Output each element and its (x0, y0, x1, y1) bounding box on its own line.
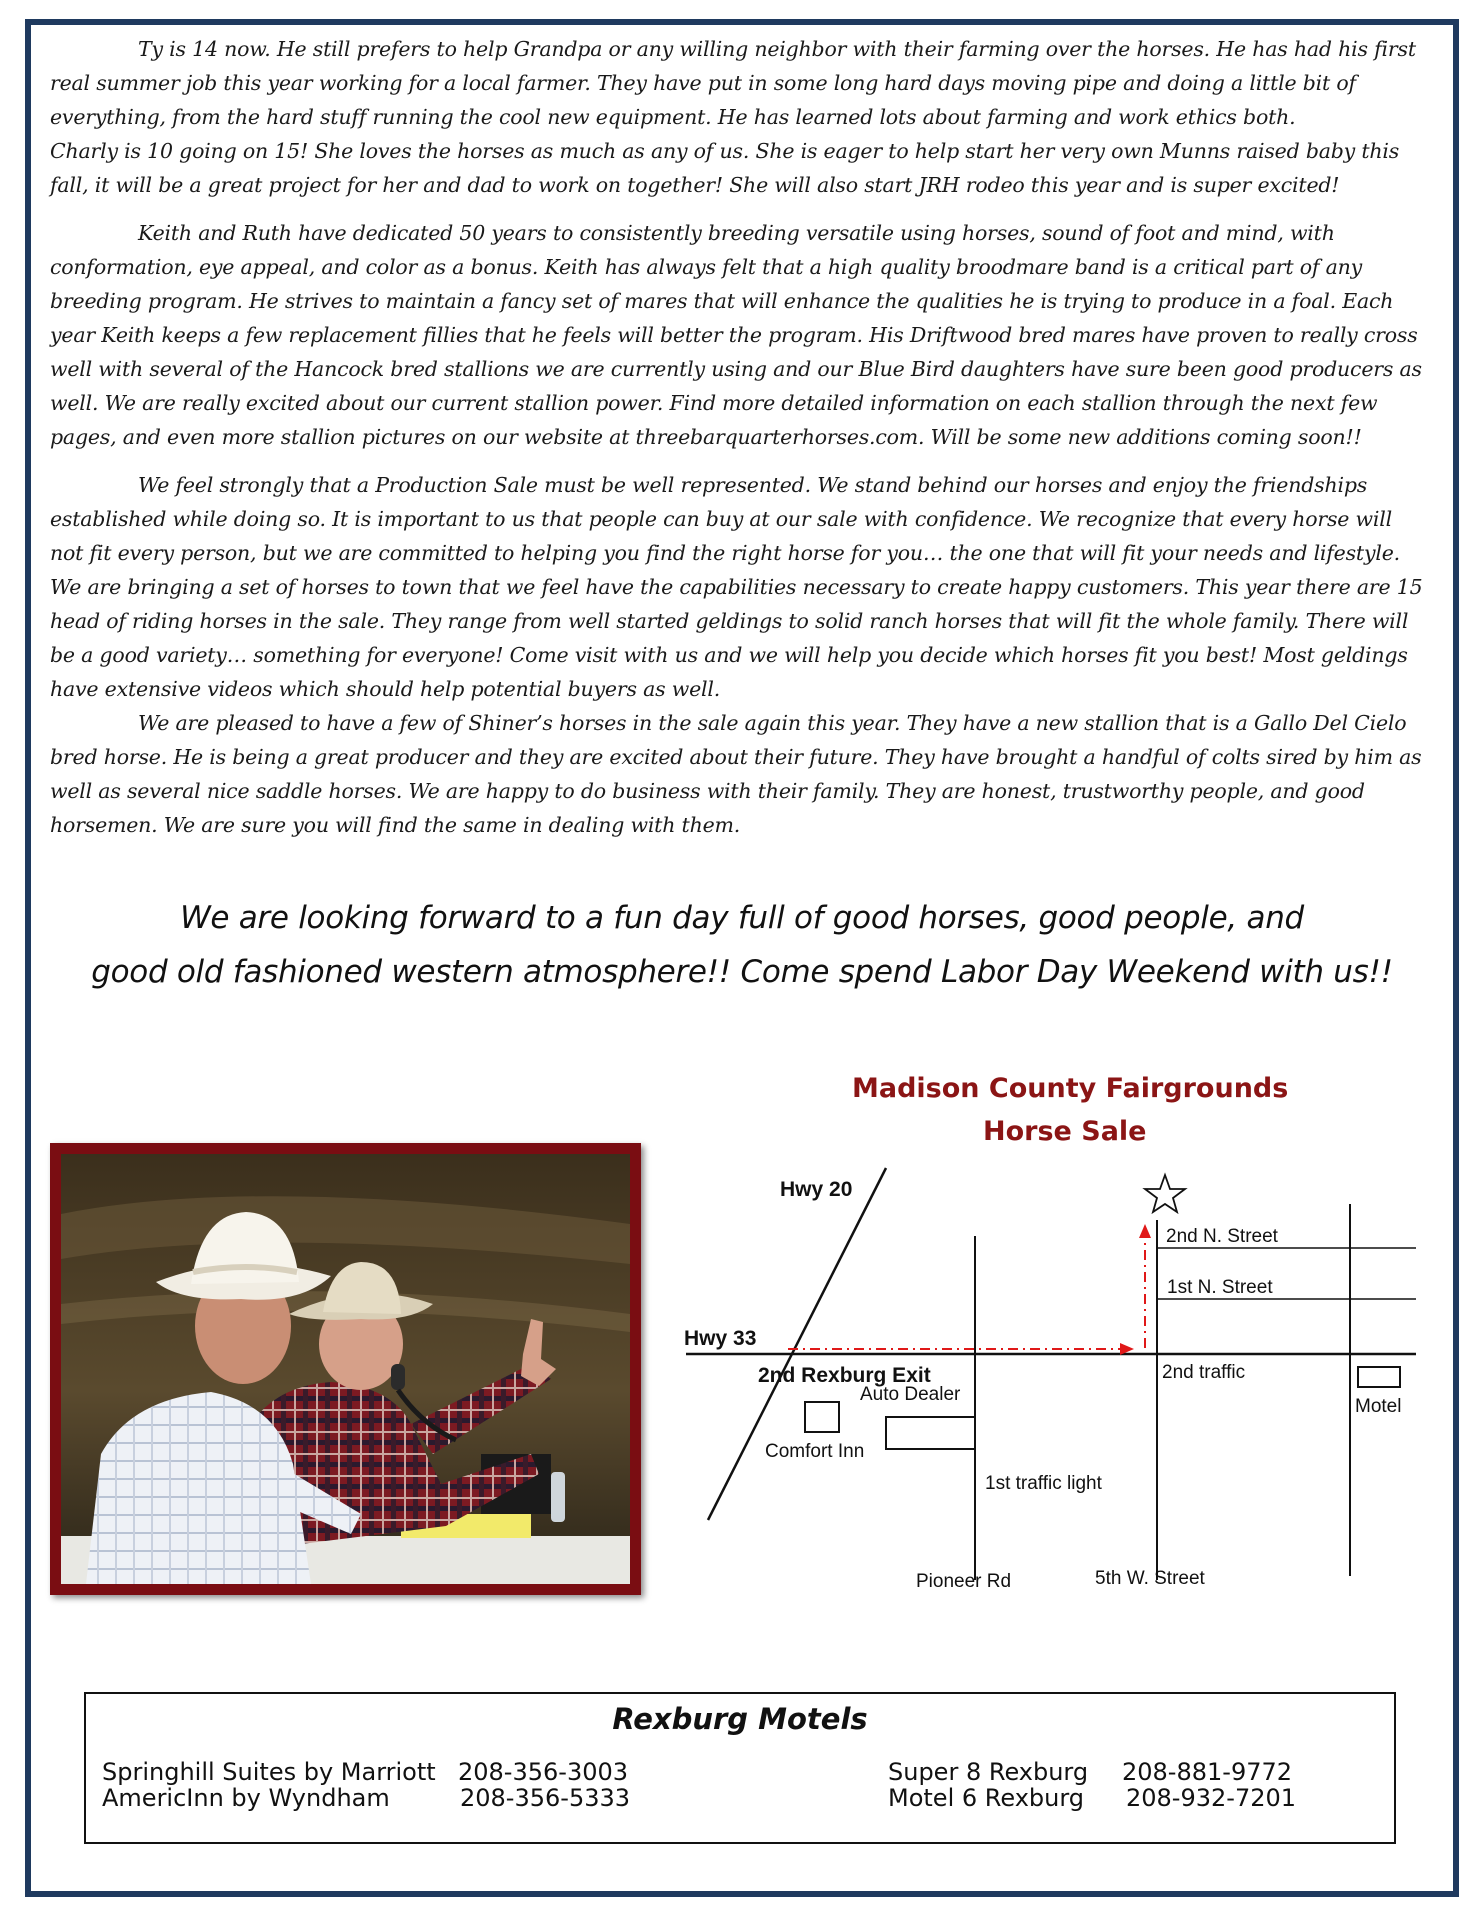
motel-building (1358, 1367, 1400, 1387)
motel-name: Springhill Suites by Marriott (102, 1758, 436, 1786)
motel-name: Motel 6 Rexburg (888, 1784, 1085, 1812)
article-body (50, 32, 1430, 842)
motel-name: Super 8 Rexburg (888, 1758, 1089, 1786)
auctioneers-photo (50, 1143, 641, 1595)
exit-label: 2nd Rexburg Exit (758, 1364, 931, 1387)
paragraph-charly: Charly is 10 going on 15! She loves the horses as much as any of us. She is eager to help start her very own Munns raised baby this fall, it will be a great project for her and dad to work on together! She will also start JRH rodeo this year and is super excited! (50, 139, 1400, 197)
first-traffic-light-label: 1st traffic light (985, 1473, 1102, 1494)
pioneer-rd-label: Pioneer Rd (916, 1571, 1012, 1592)
slogan-line-2: good old fashioned western atmosphere!! Come spend Labor Day Weekend with us!! (91, 954, 1393, 990)
rexburg-motels-box (84, 1692, 1396, 1844)
hwy-20-label: Hwy 20 (780, 1178, 853, 1201)
motel-phone: 208-932-7201 (1126, 1784, 1297, 1812)
route-arrow-north (1139, 1224, 1151, 1238)
motels-title: Rexburg Motels (612, 1702, 868, 1736)
second-traffic-label: 2nd traffic (1162, 1362, 1246, 1383)
motel-name: AmericInn by Wyndham (102, 1784, 390, 1812)
comfort-inn-label: Comfort Inn (765, 1441, 865, 1462)
paragraph-shiner: We are pleased to have a few of Shiner’s horses in the sale again this year. They have a new stallion that is a Gallo Del Cielo bred horse. He is being a great producer and they are excited about their future. They have brought a handful of colts sired by him as well as several nice saddle horses. We are happy to do business with their family. They are honest, trustworthy people, and good horsemen. We are sure you will find the same in dealing with them. (50, 711, 1422, 837)
paragraph-production-sale: We feel strongly that a Production Sale must be well represented. We stand behind our horses and enjoy the friendships established while doing so. It is important to us that people can buy at our sale with confidence. We recognize that every horse will not fit every person, but we are committed to helping you find the right horse for you… the one that will fit your needs and lifestyle. We are bringing a set of horses to town that we feel have the capabilities necessary to create happy customers. This year there are 15 head of riding horses in the sale. They range from well started geldings to solid ranch horses that will fit the whole family. There will be a good variety… something for everyone! Come visit with us and we will help you decide which horses fit you best! Most geldings have extensive videos which should help potential buyers as well. (50, 473, 1423, 701)
fifth-w-street-label: 5th W. Street (1095, 1568, 1205, 1589)
paragraph-ty: Ty is 14 now. He still prefers to help Grandpa or any willing neighbor with their farming over the horses. He has had his first real summer job this year working for a local farmer. They have put in some long hard days moving pipe and doing a little bit of everything, from the hard stuff running the cool new equipment. He has learned lots about farming and work ethics both. (50, 37, 1416, 129)
comfort-inn-building (805, 1402, 839, 1432)
slogan-line-1: We are looking forward to a fun day full of good horses, good people, and (180, 900, 1304, 936)
map-title-line-1: Madison County Fairgrounds (852, 1073, 1289, 1104)
auctioneers-image (61, 1154, 630, 1584)
hwy-33-label: Hwy 33 (684, 1327, 757, 1350)
motel-phone: 208-881-9772 (1122, 1758, 1293, 1786)
motel-phone: 208-356-5333 (460, 1784, 631, 1812)
auto-dealer-building (886, 1417, 975, 1449)
fairgrounds-star-icon (1145, 1175, 1185, 1212)
map-title-line-2: Horse Sale (983, 1116, 1147, 1147)
first-n-street-label: 1st N. Street (1167, 1277, 1273, 1298)
paragraph-keith-ruth: Keith and Ruth have dedicated 50 years to consistently breeding versatile using horses, sound of foot and mind, with conformation, eye appeal, and color as a bonus. Keith has always felt that a high quality broodmare band is a critical part of any breeding program. He strives to maintain a fancy set of mares that will enhance the qualities he is trying to produce in a foal. Each year Keith keeps a few replacement fillies that he feels will better the program. His Driftwood bred mares have proven to really cross well with several of the Hancock bred stallions we are currently using and our Blue Bird daughters have sure been good producers as well. We are really excited about our current stallion power. Find more detailed information on each stallion through the next few pages, and even more stallion pictures on our website at threebarquarterhorses.com. Will be some new additions coming soon!! (50, 221, 1422, 449)
motel-phone: 208-356-3003 (458, 1758, 629, 1786)
auto-dealer-label: Auto Dealer (860, 1384, 961, 1405)
second-n-street-label: 2nd N. Street (1166, 1226, 1278, 1247)
motel-label: Motel (1355, 1396, 1402, 1417)
directions-map (660, 1160, 1440, 1600)
